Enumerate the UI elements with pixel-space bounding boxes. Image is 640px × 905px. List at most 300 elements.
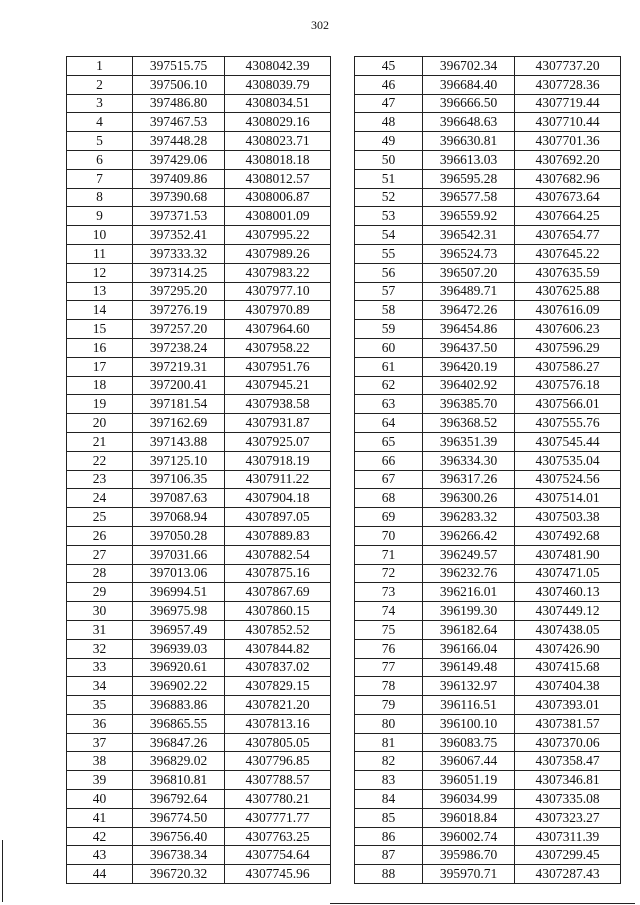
y-coordinate-cell: 4307682.96 <box>515 169 621 188</box>
point-number-cell: 42 <box>67 827 133 846</box>
x-coordinate-cell: 397295.20 <box>133 282 225 301</box>
point-number-cell: 25 <box>67 508 133 527</box>
point-number-cell: 28 <box>67 564 133 583</box>
y-coordinate-cell: 4308001.09 <box>225 207 331 226</box>
table-row <box>355 226 621 245</box>
table-row <box>355 827 621 846</box>
y-coordinate-cell: 4307673.64 <box>515 188 621 207</box>
point-number-cell: 1 <box>67 57 133 76</box>
table-row <box>67 771 331 790</box>
x-coordinate-cell: 396847.26 <box>133 733 225 752</box>
y-coordinate-cell: 4307438.05 <box>515 620 621 639</box>
point-number-cell: 7 <box>67 169 133 188</box>
point-number-cell: 16 <box>67 338 133 357</box>
table-row <box>355 639 621 658</box>
point-number-cell: 21 <box>67 432 133 451</box>
x-coordinate-cell: 395970.71 <box>423 865 515 884</box>
point-number-cell: 10 <box>67 226 133 245</box>
table-row <box>355 790 621 809</box>
y-coordinate-cell: 4307381.57 <box>515 714 621 733</box>
y-coordinate-cell: 4307426.90 <box>515 639 621 658</box>
table-row <box>67 75 331 94</box>
table-row <box>67 207 331 226</box>
x-coordinate-cell: 396865.55 <box>133 714 225 733</box>
table-row <box>67 263 331 282</box>
x-coordinate-cell: 397429.06 <box>133 150 225 169</box>
y-coordinate-cell: 4307701.36 <box>515 132 621 151</box>
table-row <box>355 150 621 169</box>
table-row <box>355 376 621 395</box>
y-coordinate-cell: 4307945.21 <box>225 376 331 395</box>
x-coordinate-cell: 396774.50 <box>133 808 225 827</box>
y-coordinate-cell: 4307805.05 <box>225 733 331 752</box>
point-number-cell: 24 <box>67 489 133 508</box>
y-coordinate-cell: 4307481.90 <box>515 545 621 564</box>
x-coordinate-cell: 396542.31 <box>423 226 515 245</box>
point-number-cell: 80 <box>355 714 423 733</box>
x-coordinate-cell: 396810.81 <box>133 771 225 790</box>
y-coordinate-cell: 4307951.76 <box>225 357 331 376</box>
point-number-cell: 40 <box>67 790 133 809</box>
y-coordinate-cell: 4307625.88 <box>515 282 621 301</box>
y-coordinate-cell: 4307844.82 <box>225 639 331 658</box>
y-coordinate-cell: 4307616.09 <box>515 301 621 320</box>
table-row <box>355 75 621 94</box>
y-coordinate-cell: 4308034.51 <box>225 94 331 113</box>
y-coordinate-cell: 4307904.18 <box>225 489 331 508</box>
point-number-cell: 44 <box>67 865 133 884</box>
table-row <box>67 451 331 470</box>
x-coordinate-cell: 396454.86 <box>423 320 515 339</box>
y-coordinate-cell: 4307983.22 <box>225 263 331 282</box>
point-number-cell: 76 <box>355 639 423 658</box>
x-coordinate-cell: 396630.81 <box>423 132 515 151</box>
x-coordinate-cell: 396166.04 <box>423 639 515 658</box>
y-coordinate-cell: 4307860.15 <box>225 602 331 621</box>
table-row <box>67 188 331 207</box>
y-coordinate-cell: 4307514.01 <box>515 489 621 508</box>
y-coordinate-cell: 4307719.44 <box>515 94 621 113</box>
point-number-cell: 39 <box>67 771 133 790</box>
point-number-cell: 75 <box>355 620 423 639</box>
y-coordinate-cell: 4307754.64 <box>225 846 331 865</box>
x-coordinate-cell: 396994.51 <box>133 583 225 602</box>
y-coordinate-cell: 4307576.18 <box>515 376 621 395</box>
point-number-cell: 66 <box>355 451 423 470</box>
y-coordinate-cell: 4307404.38 <box>515 677 621 696</box>
point-number-cell: 88 <box>355 865 423 884</box>
y-coordinate-cell: 4307586.27 <box>515 357 621 376</box>
y-coordinate-cell: 4307606.23 <box>515 320 621 339</box>
table-row <box>67 602 331 621</box>
y-coordinate-cell: 4307566.01 <box>515 395 621 414</box>
point-number-cell: 65 <box>355 432 423 451</box>
x-coordinate-cell: 396829.02 <box>133 752 225 771</box>
y-coordinate-cell: 4308039.79 <box>225 75 331 94</box>
point-number-cell: 84 <box>355 790 423 809</box>
point-number-cell: 43 <box>67 846 133 865</box>
x-coordinate-cell: 396116.51 <box>423 696 515 715</box>
y-coordinate-cell: 4307964.60 <box>225 320 331 339</box>
y-coordinate-cell: 4307393.01 <box>515 696 621 715</box>
table-row <box>355 301 621 320</box>
y-coordinate-cell: 4307545.44 <box>515 432 621 451</box>
y-coordinate-cell: 4307958.22 <box>225 338 331 357</box>
table-row <box>355 583 621 602</box>
x-coordinate-cell: 396595.28 <box>423 169 515 188</box>
y-coordinate-cell: 4308023.71 <box>225 132 331 151</box>
point-number-cell: 62 <box>355 376 423 395</box>
point-number-cell: 68 <box>355 489 423 508</box>
y-coordinate-cell: 4307970.89 <box>225 301 331 320</box>
table-row <box>67 113 331 132</box>
point-number-cell: 46 <box>355 75 423 94</box>
table-row <box>355 696 621 715</box>
table-row <box>355 846 621 865</box>
x-coordinate-cell: 397219.31 <box>133 357 225 376</box>
table-row <box>67 639 331 658</box>
x-coordinate-cell: 396067.44 <box>423 752 515 771</box>
y-coordinate-cell: 4308006.87 <box>225 188 331 207</box>
point-number-cell: 17 <box>67 357 133 376</box>
point-number-cell: 35 <box>67 696 133 715</box>
x-coordinate-cell: 396756.40 <box>133 827 225 846</box>
x-coordinate-cell: 397314.25 <box>133 263 225 282</box>
x-coordinate-cell: 397467.53 <box>133 113 225 132</box>
x-coordinate-cell: 395986.70 <box>423 846 515 865</box>
y-coordinate-cell: 4307492.68 <box>515 526 621 545</box>
table-row <box>355 733 621 752</box>
table-row <box>67 57 331 76</box>
x-coordinate-cell: 396684.40 <box>423 75 515 94</box>
y-coordinate-cell: 4307852.52 <box>225 620 331 639</box>
table-row <box>355 94 621 113</box>
point-number-cell: 14 <box>67 301 133 320</box>
point-number-cell: 32 <box>67 639 133 658</box>
y-coordinate-cell: 4307524.56 <box>515 470 621 489</box>
point-number-cell: 33 <box>67 658 133 677</box>
x-coordinate-cell: 396216.01 <box>423 583 515 602</box>
point-number-cell: 45 <box>355 57 423 76</box>
y-coordinate-cell: 4307977.10 <box>225 282 331 301</box>
point-number-cell: 56 <box>355 263 423 282</box>
x-coordinate-cell: 397200.41 <box>133 376 225 395</box>
table-row <box>355 432 621 451</box>
y-coordinate-cell: 4307664.25 <box>515 207 621 226</box>
table-row <box>67 226 331 245</box>
point-number-cell: 81 <box>355 733 423 752</box>
table-row <box>355 752 621 771</box>
point-number-cell: 54 <box>355 226 423 245</box>
point-number-cell: 48 <box>355 113 423 132</box>
x-coordinate-cell: 397106.35 <box>133 470 225 489</box>
table-row <box>355 357 621 376</box>
y-coordinate-cell: 4307925.07 <box>225 432 331 451</box>
table-row <box>355 57 621 76</box>
x-coordinate-cell: 396577.58 <box>423 188 515 207</box>
x-coordinate-cell: 397143.88 <box>133 432 225 451</box>
y-coordinate-cell: 4307335.08 <box>515 790 621 809</box>
x-coordinate-cell: 396666.50 <box>423 94 515 113</box>
table-row <box>355 169 621 188</box>
y-coordinate-cell: 4307415.68 <box>515 658 621 677</box>
x-coordinate-cell: 397448.28 <box>133 132 225 151</box>
point-number-cell: 77 <box>355 658 423 677</box>
table-row <box>67 489 331 508</box>
x-coordinate-cell: 396507.20 <box>423 263 515 282</box>
y-coordinate-cell: 4307821.20 <box>225 696 331 715</box>
point-number-cell: 37 <box>67 733 133 752</box>
x-coordinate-cell: 397333.32 <box>133 244 225 263</box>
page-edge-left <box>2 840 3 902</box>
x-coordinate-cell: 396232.76 <box>423 564 515 583</box>
y-coordinate-cell: 4307299.45 <box>515 846 621 865</box>
point-number-cell: 51 <box>355 169 423 188</box>
table-row <box>67 282 331 301</box>
table-row <box>67 620 331 639</box>
point-number-cell: 5 <box>67 132 133 151</box>
y-coordinate-cell: 4307503.38 <box>515 508 621 527</box>
point-number-cell: 36 <box>67 714 133 733</box>
y-coordinate-cell: 4308012.57 <box>225 169 331 188</box>
x-coordinate-cell: 396648.63 <box>423 113 515 132</box>
y-coordinate-cell: 4307875.16 <box>225 564 331 583</box>
x-coordinate-cell: 396420.19 <box>423 357 515 376</box>
point-number-cell: 11 <box>67 244 133 263</box>
y-coordinate-cell: 4307931.87 <box>225 414 331 433</box>
x-coordinate-cell: 396132.97 <box>423 677 515 696</box>
point-number-cell: 73 <box>355 583 423 602</box>
x-coordinate-cell: 396100.10 <box>423 714 515 733</box>
x-coordinate-cell: 396472.26 <box>423 301 515 320</box>
table-row <box>355 602 621 621</box>
table-row <box>67 696 331 715</box>
x-coordinate-cell: 396283.32 <box>423 508 515 527</box>
x-coordinate-cell: 396792.64 <box>133 790 225 809</box>
table-row <box>355 620 621 639</box>
y-coordinate-cell: 4307889.83 <box>225 526 331 545</box>
table-row <box>67 376 331 395</box>
y-coordinate-cell: 4307535.04 <box>515 451 621 470</box>
x-coordinate-cell: 396083.75 <box>423 733 515 752</box>
table-row <box>67 320 331 339</box>
point-number-cell: 23 <box>67 470 133 489</box>
x-coordinate-cell: 397276.19 <box>133 301 225 320</box>
x-coordinate-cell: 396402.92 <box>423 376 515 395</box>
table-row <box>67 470 331 489</box>
y-coordinate-cell: 4307918.19 <box>225 451 331 470</box>
table-row <box>355 714 621 733</box>
y-coordinate-cell: 4307596.29 <box>515 338 621 357</box>
x-coordinate-cell: 396300.26 <box>423 489 515 508</box>
point-number-cell: 74 <box>355 602 423 621</box>
table-row <box>67 132 331 151</box>
x-coordinate-cell: 397031.66 <box>133 545 225 564</box>
y-coordinate-cell: 4307358.47 <box>515 752 621 771</box>
table-row <box>355 338 621 357</box>
x-coordinate-cell: 396149.48 <box>423 658 515 677</box>
point-number-cell: 50 <box>355 150 423 169</box>
point-number-cell: 52 <box>355 188 423 207</box>
x-coordinate-cell: 396524.73 <box>423 244 515 263</box>
x-coordinate-cell: 396720.32 <box>133 865 225 884</box>
table-row <box>355 132 621 151</box>
point-number-cell: 53 <box>355 207 423 226</box>
table-row <box>67 752 331 771</box>
coordinates-table-right <box>354 56 621 884</box>
table-row <box>67 808 331 827</box>
table-row <box>355 808 621 827</box>
y-coordinate-cell: 4307287.43 <box>515 865 621 884</box>
table-row <box>355 545 621 564</box>
x-coordinate-cell: 396385.70 <box>423 395 515 414</box>
y-coordinate-cell: 4307829.15 <box>225 677 331 696</box>
point-number-cell: 9 <box>67 207 133 226</box>
table-row <box>67 865 331 884</box>
table-row <box>67 432 331 451</box>
point-number-cell: 71 <box>355 545 423 564</box>
table-row <box>355 526 621 545</box>
table-row <box>67 526 331 545</box>
point-number-cell: 58 <box>355 301 423 320</box>
x-coordinate-cell: 397238.24 <box>133 338 225 357</box>
x-coordinate-cell: 397515.75 <box>133 57 225 76</box>
x-coordinate-cell: 396018.84 <box>423 808 515 827</box>
x-coordinate-cell: 397352.41 <box>133 226 225 245</box>
point-number-cell: 2 <box>67 75 133 94</box>
table-row <box>355 865 621 884</box>
table-row <box>67 414 331 433</box>
x-coordinate-cell: 397068.94 <box>133 508 225 527</box>
point-number-cell: 67 <box>355 470 423 489</box>
y-coordinate-cell: 4307837.02 <box>225 658 331 677</box>
point-number-cell: 31 <box>67 620 133 639</box>
x-coordinate-cell: 396199.30 <box>423 602 515 621</box>
x-coordinate-cell: 397371.53 <box>133 207 225 226</box>
y-coordinate-cell: 4307323.27 <box>515 808 621 827</box>
x-coordinate-cell: 397506.10 <box>133 75 225 94</box>
x-coordinate-cell: 396920.61 <box>133 658 225 677</box>
y-coordinate-cell: 4307449.12 <box>515 602 621 621</box>
x-coordinate-cell: 396975.98 <box>133 602 225 621</box>
point-number-cell: 30 <box>67 602 133 621</box>
point-number-cell: 18 <box>67 376 133 395</box>
table-row <box>355 508 621 527</box>
y-coordinate-cell: 4307897.05 <box>225 508 331 527</box>
x-coordinate-cell: 396883.86 <box>133 696 225 715</box>
y-coordinate-cell: 4307555.76 <box>515 414 621 433</box>
table-row <box>355 188 621 207</box>
table-row <box>67 94 331 113</box>
y-coordinate-cell: 4307737.20 <box>515 57 621 76</box>
x-coordinate-cell: 396266.42 <box>423 526 515 545</box>
point-number-cell: 79 <box>355 696 423 715</box>
table-row <box>67 357 331 376</box>
x-coordinate-cell: 397125.10 <box>133 451 225 470</box>
table-row <box>67 846 331 865</box>
table-row <box>355 470 621 489</box>
point-number-cell: 72 <box>355 564 423 583</box>
x-coordinate-cell: 396939.03 <box>133 639 225 658</box>
table-row <box>67 338 331 357</box>
table-row <box>67 790 331 809</box>
table-row <box>355 207 621 226</box>
x-coordinate-cell: 397162.69 <box>133 414 225 433</box>
point-number-cell: 15 <box>67 320 133 339</box>
point-number-cell: 78 <box>355 677 423 696</box>
x-coordinate-cell: 397390.68 <box>133 188 225 207</box>
y-coordinate-cell: 4307471.05 <box>515 564 621 583</box>
point-number-cell: 61 <box>355 357 423 376</box>
x-coordinate-cell: 396317.26 <box>423 470 515 489</box>
y-coordinate-cell: 4308018.18 <box>225 150 331 169</box>
y-coordinate-cell: 4307311.39 <box>515 827 621 846</box>
point-number-cell: 26 <box>67 526 133 545</box>
point-number-cell: 22 <box>67 451 133 470</box>
table-row <box>355 244 621 263</box>
point-number-cell: 27 <box>67 545 133 564</box>
y-coordinate-cell: 4307995.22 <box>225 226 331 245</box>
x-coordinate-cell: 396437.50 <box>423 338 515 357</box>
y-coordinate-cell: 4307710.44 <box>515 113 621 132</box>
table-row <box>67 564 331 583</box>
y-coordinate-cell: 4307882.54 <box>225 545 331 564</box>
table-row <box>67 244 331 263</box>
x-coordinate-cell: 397181.54 <box>133 395 225 414</box>
x-coordinate-cell: 397050.28 <box>133 526 225 545</box>
x-coordinate-cell: 396702.34 <box>423 57 515 76</box>
point-number-cell: 8 <box>67 188 133 207</box>
table-row <box>355 658 621 677</box>
point-number-cell: 59 <box>355 320 423 339</box>
point-number-cell: 34 <box>67 677 133 696</box>
y-coordinate-cell: 4308042.39 <box>225 57 331 76</box>
table-row <box>67 583 331 602</box>
table-row <box>67 658 331 677</box>
y-coordinate-cell: 4307780.21 <box>225 790 331 809</box>
y-coordinate-cell: 4307635.59 <box>515 263 621 282</box>
table-row <box>355 282 621 301</box>
x-coordinate-cell: 396182.64 <box>423 620 515 639</box>
x-coordinate-cell: 396613.03 <box>423 150 515 169</box>
y-coordinate-cell: 4307911.22 <box>225 470 331 489</box>
table-row <box>355 771 621 790</box>
table-row <box>67 545 331 564</box>
x-coordinate-cell: 396034.99 <box>423 790 515 809</box>
point-number-cell: 82 <box>355 752 423 771</box>
point-number-cell: 85 <box>355 808 423 827</box>
y-coordinate-cell: 4308029.16 <box>225 113 331 132</box>
point-number-cell: 12 <box>67 263 133 282</box>
y-coordinate-cell: 4307346.81 <box>515 771 621 790</box>
table-row <box>355 677 621 696</box>
x-coordinate-cell: 396902.22 <box>133 677 225 696</box>
table-row <box>67 169 331 188</box>
point-number-cell: 47 <box>355 94 423 113</box>
x-coordinate-cell: 396738.34 <box>133 846 225 865</box>
x-coordinate-cell: 397087.63 <box>133 489 225 508</box>
table-row <box>355 395 621 414</box>
point-number-cell: 29 <box>67 583 133 602</box>
point-number-cell: 86 <box>355 827 423 846</box>
y-coordinate-cell: 4307938.58 <box>225 395 331 414</box>
point-number-cell: 70 <box>355 526 423 545</box>
point-number-cell: 60 <box>355 338 423 357</box>
y-coordinate-cell: 4307460.13 <box>515 583 621 602</box>
point-number-cell: 4 <box>67 113 133 132</box>
point-number-cell: 19 <box>67 395 133 414</box>
x-coordinate-cell: 396368.52 <box>423 414 515 433</box>
